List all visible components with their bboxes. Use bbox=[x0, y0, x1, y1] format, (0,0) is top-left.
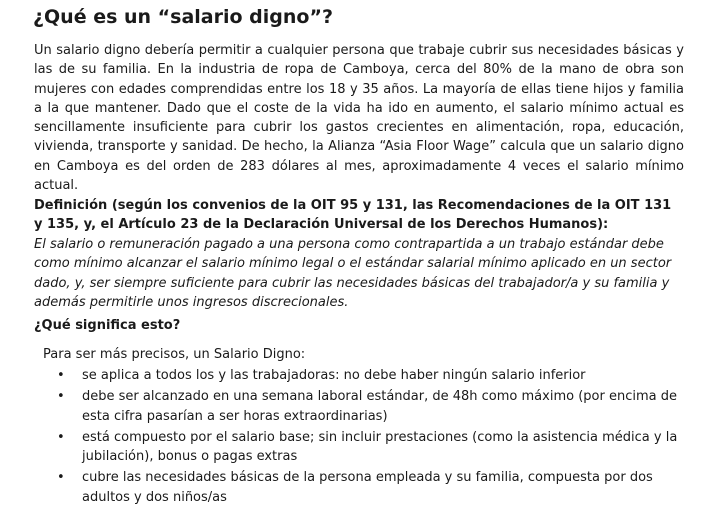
meaning-list bbox=[54, 366, 684, 509]
list-item-text: está compuesto por el salario base; sin incluir prestaciones (como la asistencia médica y la jubilación), bonus o pagas extras bbox=[82, 429, 678, 465]
list-item-text: se aplica a todos los y las trabajadoras: no debe haber ningún salario inferior bbox=[82, 368, 586, 383]
page-title: ¿Qué es un “salario digno”? bbox=[33, 6, 333, 28]
list-item bbox=[54, 387, 684, 426]
meaning-intro: Para ser más precisos, un Salario Digno: bbox=[43, 347, 306, 362]
list-item-text: cubre las necesidades básicas de la persona empleada y su familia, compuesta por dos adultos y dos niños/as bbox=[82, 470, 653, 505]
list-item bbox=[54, 366, 684, 385]
bullet-icon: • bbox=[57, 429, 65, 445]
list-item bbox=[54, 468, 684, 507]
bullet-icon: • bbox=[57, 470, 65, 486]
definition-body: El salario o remuneración pagado a una persona como contrapartida a un trabajo estándar debe como mínimo alcanzar el salario mínimo legal o el estándar salarial mínimo aplicado en un sector dado, y, ser siempre suficiente para cubrir las necesidades básicas del trabajador/a y su familia y además permitirle unos ingresos discrecionales. bbox=[34, 237, 672, 310]
bullet-icon: • bbox=[57, 368, 65, 383]
definition-heading: Definición (según los convenios de la OIT 95 y 131, las Recomendaciones de la OIT 131 y 135, y, el Artículo 23 de la Declaración Universal de los Derechos Humanos): bbox=[34, 198, 672, 233]
list-item bbox=[54, 428, 684, 467]
list-item-text: debe ser alcanzado en una semana laboral estándar, de 48h como máximo (por encima de esta cifra pasarían a ser horas extraordinarias) bbox=[82, 389, 677, 424]
intro-paragraph: Un salario digno debería permitir a cualquier persona que trabaje cubrir sus necesidades básicas y las de su familia. En la industria de ropa de Camboya, cerca del 80% de la mano de obra son mujeres con edades comprendidas entre los 18 y 35 años. La mayoría de ellas tiene hijos y familia a la que mantener. Dado que el coste de la vida ha ido en aumento, el salario mínimo actual es sencillamente insuficiente para cubrir los gastos crecientes en alimentación, ropa, educación, vivienda, transporte y sanidad. De hecho, la Alianza “Asia Floor Wage” calcula que un salario digno en Camboya es del orden de 283 dólares al mes, aproximadamente 4 veces el salario mínimo actual. bbox=[34, 43, 684, 194]
bullet-icon: • bbox=[57, 389, 65, 405]
meaning-heading: ¿Qué significa esto? bbox=[34, 318, 181, 333]
